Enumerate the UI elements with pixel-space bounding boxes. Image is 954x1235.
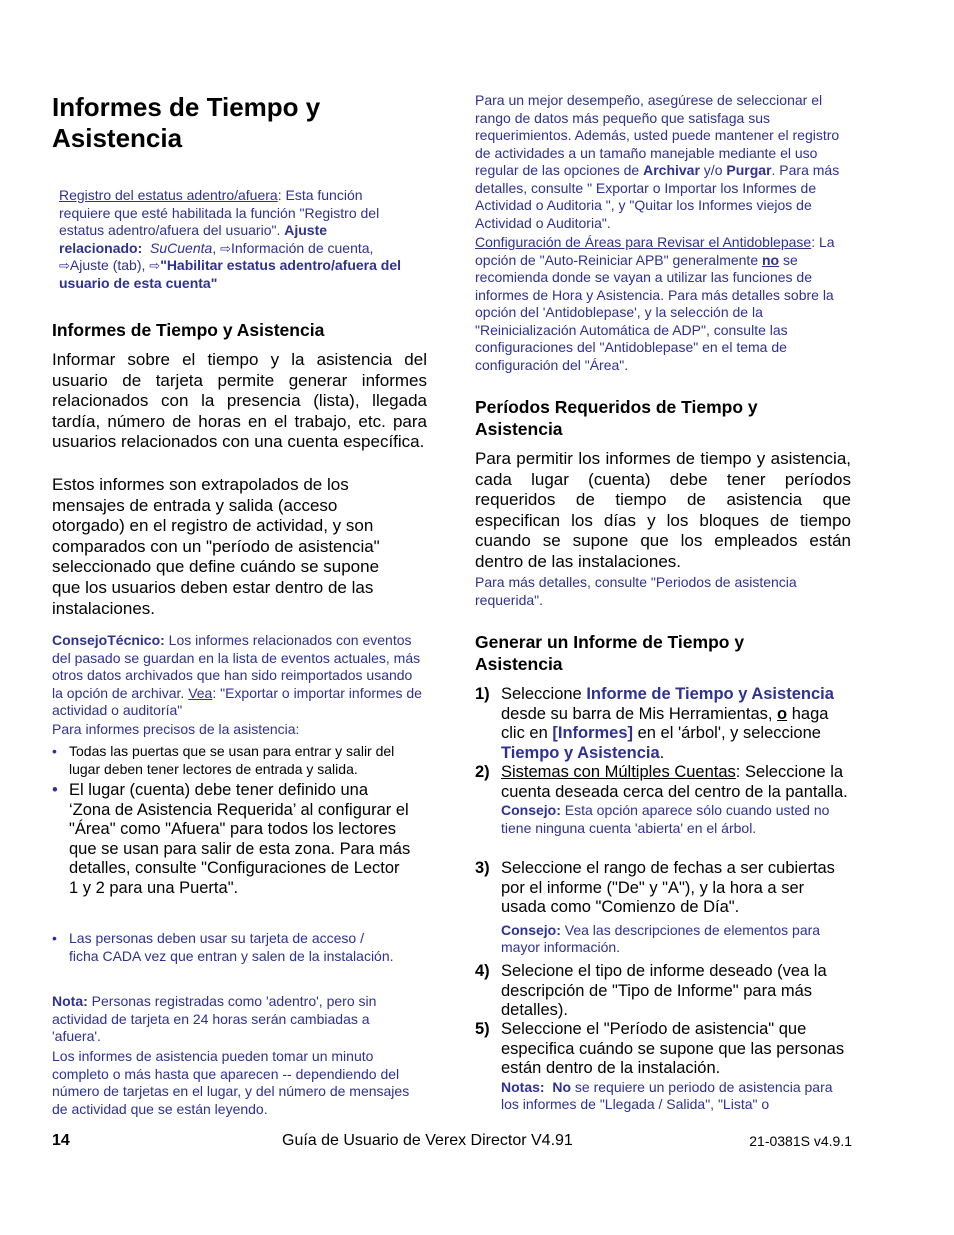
guide-title: Guía de Usuario de Verex Director V4.91	[282, 1132, 573, 1149]
status-note: Registro del estatus adentro/afuera: Esta función requiere que esté habilitada la función "Registro del estatus adentro/afuera del usuario". Ajuste relacionado: SuCuenta, ⇨Información de cuenta, ⇨Ajuste (tab), ⇨"Habilitar estatus adentro/afuera del usuario de esta cuenta"	[59, 187, 402, 291]
generate-heading: Generar un Informe de Tiempo y Asistencia	[475, 632, 745, 674]
list-item: • El lugar (cuenta) debe tener definido una ‘Zona de Asistencia Requerida’ al configurar el "Área" como "Afuera" para todos los lectores que se usan para salir de esta zona. Para más detalles, consulte "Configuraciones de Lector 1 y 2 para una Puerta".	[52, 781, 411, 897]
periods-heading: Períodos Requeridos de Tiempo y Asistencia	[475, 397, 758, 439]
precise-note: Para informes precisos de la asistencia:	[52, 721, 300, 737]
arrow-icon: ⇨	[220, 240, 231, 256]
status-link[interactable]: Registro del estatus adentro/afuera	[59, 187, 278, 203]
document-code: 21-0381S v4.9.1	[749, 1133, 852, 1149]
list-item: • Todas las puertas que se usan para entrar y salir del lugar deben tener lectores de entrada y salida.	[52, 743, 395, 777]
arrow-icon: ⇨	[59, 258, 70, 273]
bullet-icon: •	[52, 743, 57, 759]
tech-tip: ConsejoTécnico: Los informes relacionados con eventos del pasado se guardan en la lista de eventos actuales, más otros datos archivados que han sido reimportados usando la opción de archivar. Vea: "Exportar o importar informes de actividad o auditoría"	[52, 632, 422, 718]
vea-link[interactable]: Vea	[188, 684, 213, 701]
tiempo-asistencia-link[interactable]: Tiempo y Asistencia	[501, 743, 660, 762]
sucuenta-link: SuCuenta	[150, 239, 213, 256]
apb-link[interactable]: Configuración de Áreas para Revisar el Antidoblepase	[475, 234, 812, 250]
note: Nota: Personas registradas como 'adentro', pero sin actividad de tarjeta en 24 horas serán cambiadas a 'afuera'.	[52, 993, 377, 1044]
intro-paragraph: Informar sobre el tiempo y la asistencia del usuario de tarjeta permite generar informes relacionados con la presencia (lista), llegada tardía, número de horas en el trabajo, etc. para usuarios relacionados con una cuenta específica.	[52, 350, 427, 452]
page-title: Informes de Tiempo y Asistencia	[52, 92, 321, 153]
arrow-icon: ⇨	[149, 258, 161, 273]
page-number: 14	[52, 1132, 70, 1149]
performance-note: Para un mejor desempeño, asegúrese de seleccionar el rango de datos más pequeño que satisfaga sus requerimientos. Además, usted puede mantener el registro de actividades a un tamaño manejable mediante el uso regular de las opciones de Archivar y/o Purgar. Para más detalles, consulte " Exportar o Importar los Informes de Actividad o Auditoria ", y "Quitar los Informes viejos de Actividad o Auditoria".	[475, 92, 840, 231]
extrapolation-paragraph: Estos informes son extrapolados de los mensajes de entrada y salida (acceso otorgado) en el registro de actividad, y son comparados con un "período de asistencia" seleccionado que define cuándo se supone que los usuarios deben estar dentro de las instalaciones.	[52, 475, 380, 618]
bullet-icon: •	[52, 781, 58, 799]
step-5-notes: Notas: No se requiere un periodo de asistencia para los informes de "Llegada / Salida", "Lista" o	[501, 1078, 833, 1113]
periods-paragraph: Para permitir los informes de tiempo y asistencia, cada lugar (cuenta) debe tener períodos requeridos de tiempo de asistencia que especifican los días y los bloques de tiempo cuando se supone que los empleados están dentro de las instalaciones.	[475, 449, 851, 571]
bullet-icon: •	[52, 930, 57, 946]
minute-note: Los informes de asistencia pueden tomar un minuto completo o más hasta que aparecen -- dependiendo del número de tarjetas en el lugar, y del número de mensajes de actividad que se están leyendo.	[52, 1048, 410, 1117]
step-2-tip: Consejo: Esta opción aparece sólo cuando usted no tiene ninguna cuenta 'abierta' en el árbol.	[501, 802, 830, 836]
apb-note: Configuración de Áreas para Revisar el Antidoblepase: La opción de "Auto-Reiniciar APB" generalmente no se recomienda donde se vayan a utilizar las funciones de informes de Hora y Asistencia. Para más detalles sobre la opción del 'Antidoblepase', y la selección de la "Reinicialización Automática de ADP", consulte las configuraciones del "Antidoblepase" en el tema de configuración del "Área".	[475, 234, 835, 373]
section-heading: Informes de Tiempo y Asistencia	[52, 320, 325, 340]
periods-more-note: Para más detalles, consulte "Periodos de asistencia requerida".	[475, 574, 797, 608]
informes-link[interactable]: [Informes]	[552, 724, 634, 743]
step-3-tip: Consejo: Vea las descripciones de elementos para mayor información.	[501, 921, 821, 956]
time-attendance-report-link[interactable]: Informe de Tiempo y Asistencia	[586, 685, 834, 703]
list-item: • Las personas deben usar su tarjeta de acceso / ficha CADA vez que entran y salen de la instalación.	[52, 930, 394, 964]
